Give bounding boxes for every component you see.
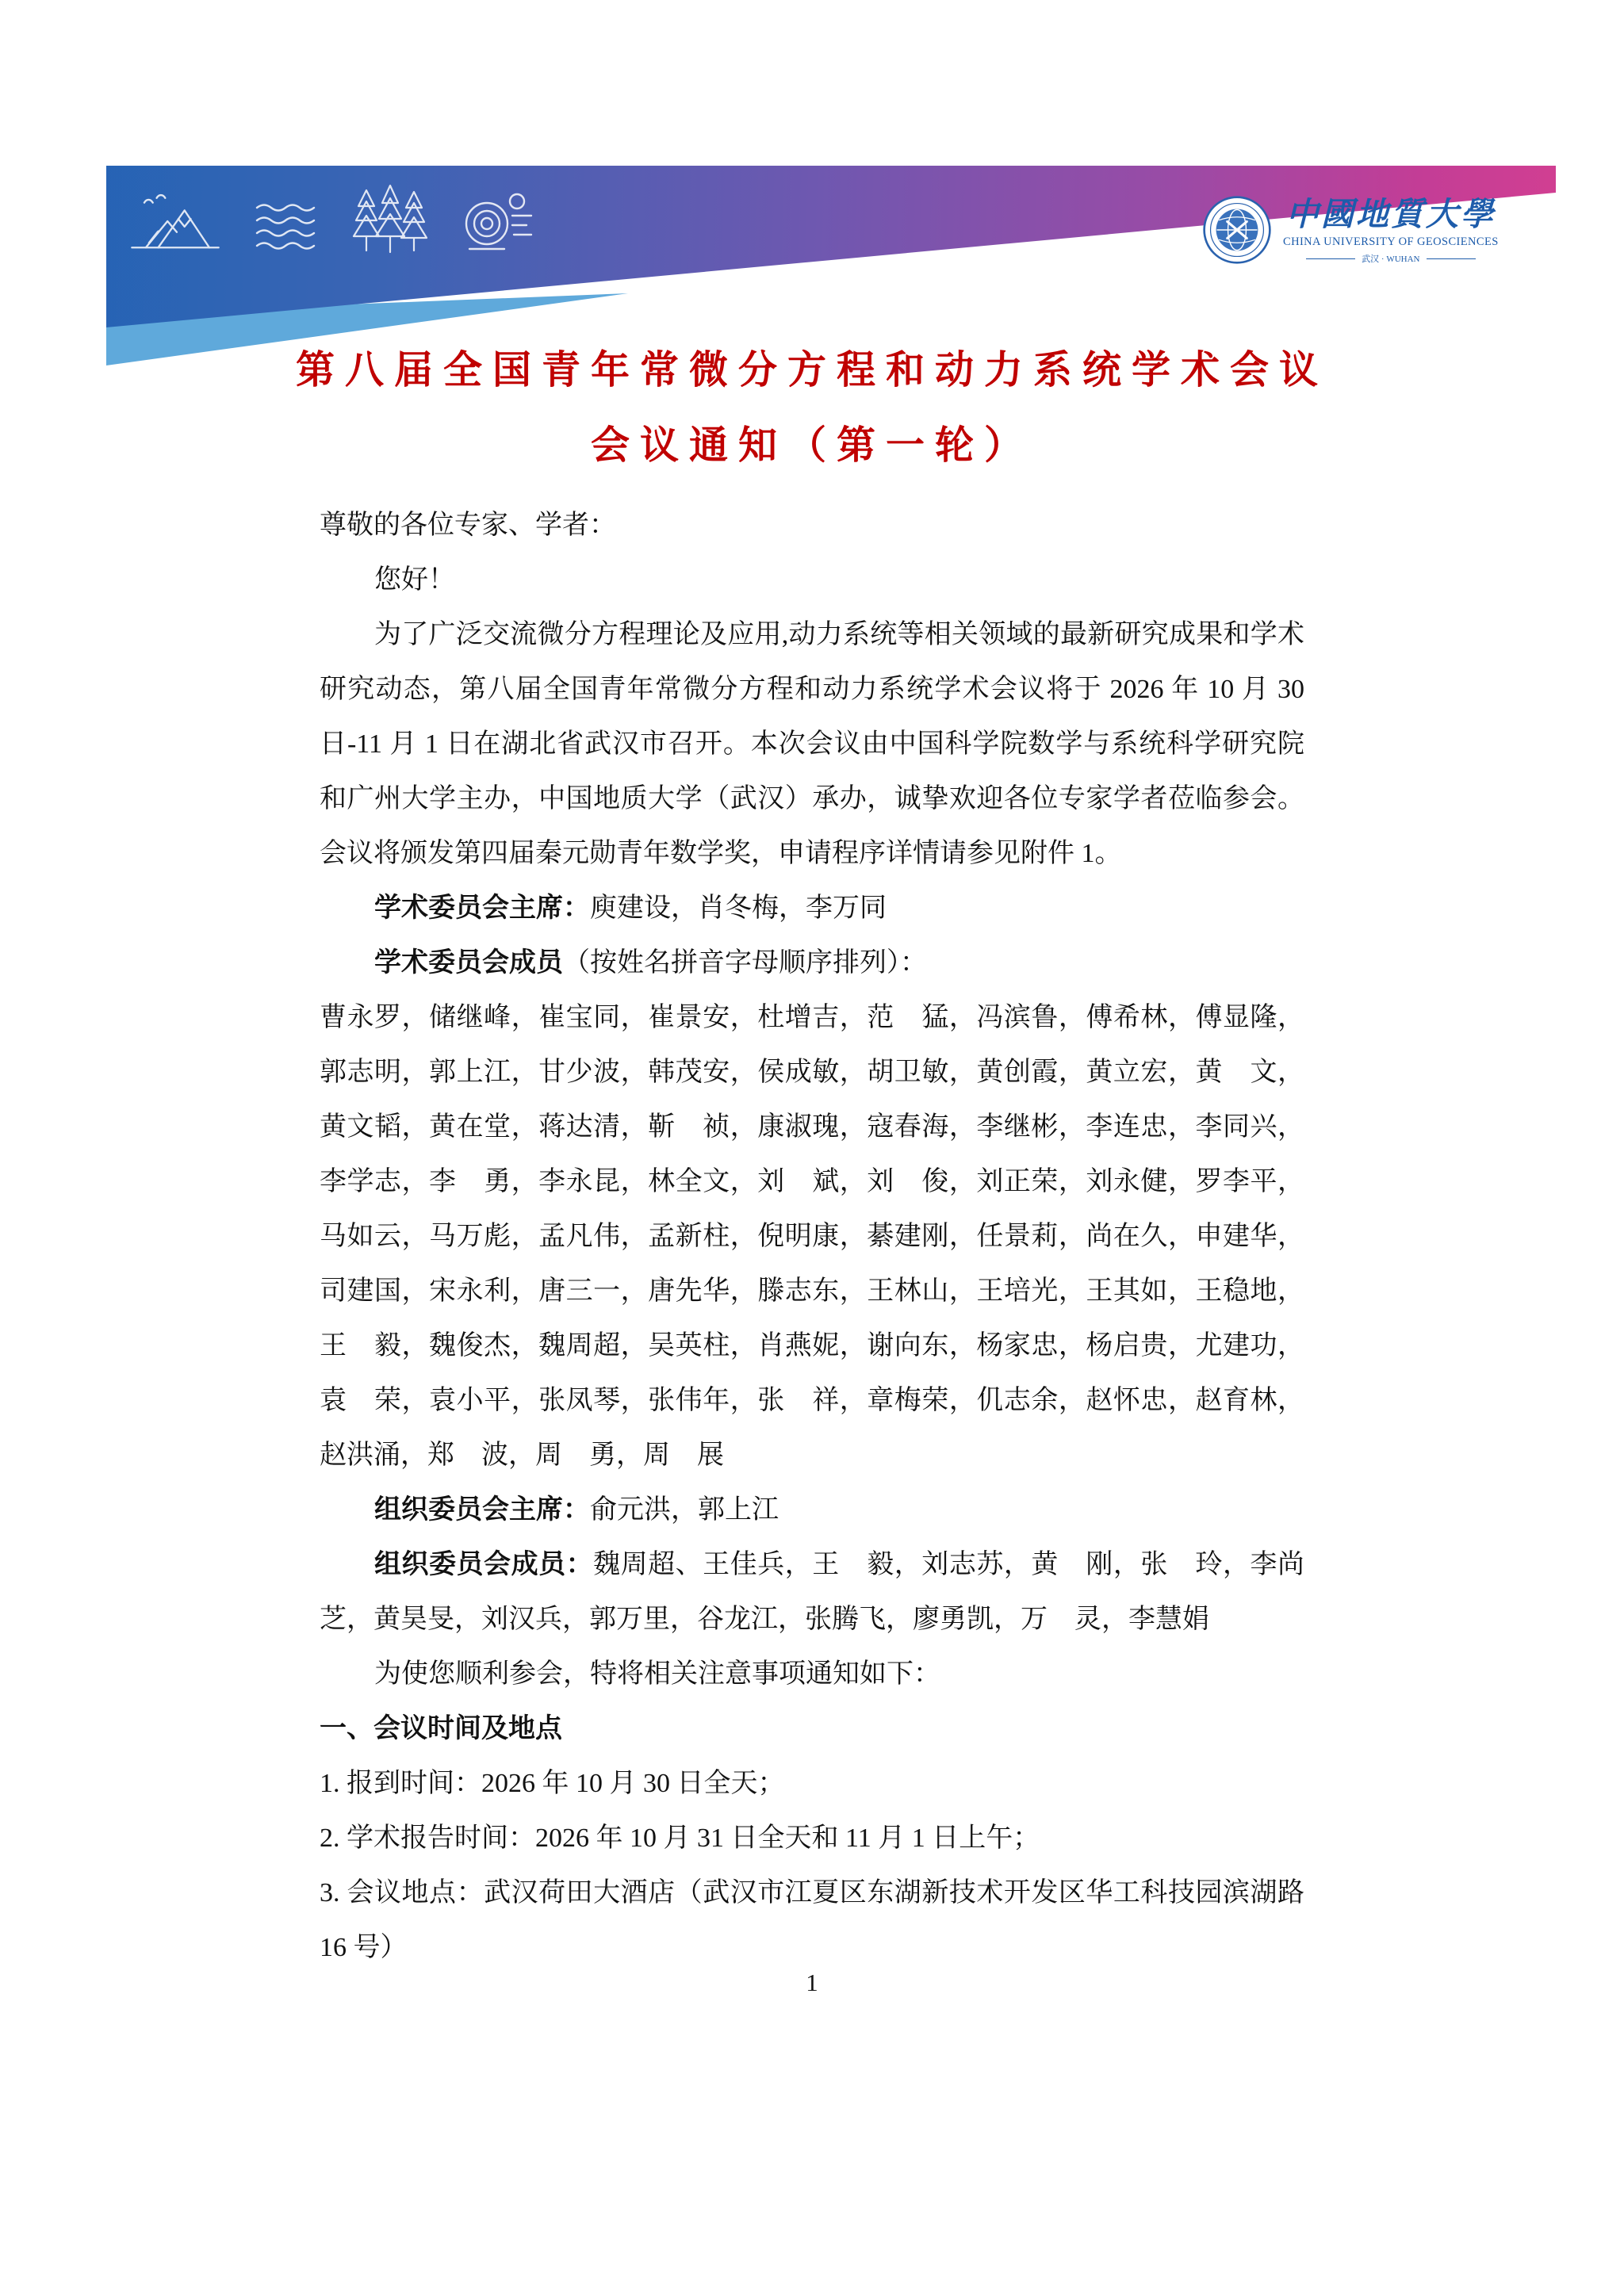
logo-en-name: CHINA UNIVERSITY OF GEOSCIENCES [1283, 235, 1499, 248]
waves-icon [254, 193, 317, 255]
greeting: 您好！ [374, 565, 455, 595]
logo-cn-name: 中國地質大學 [1285, 196, 1496, 232]
mountains-icon [128, 190, 222, 255]
page-number: 1 [806, 1969, 818, 1996]
pine-trees-icon [349, 182, 428, 255]
item-venue: 3. 会议地点：武汉荷田大酒店（武汉市江夏区东湖新技术开发区华工科技园滨湖路 16 号） [320, 1878, 1304, 1962]
notice-line: 为使您顺利参会，特将相关注意事项通知如下： [374, 1659, 940, 1689]
notice-subtitle: 会议通知（第一轮） [590, 424, 1033, 467]
academic-chair-names: 庾建设，肖冬梅，李万同 [590, 894, 887, 923]
conference-title: 第八届全国青年常微分方程和动力系统学术会议 [295, 349, 1328, 392]
item-report-time: 2. 学术报告时间：2026 年 10 月 31 日全天和 11 月 1 日上午； [320, 1823, 1040, 1853]
banner-icon-row [128, 182, 536, 255]
logo-campus: 武汉 · WUHAN [1362, 254, 1420, 264]
academic-chair-label: 学术委员会主席： [374, 893, 590, 923]
section-heading: 一、会议时间及地点 [320, 1713, 562, 1743]
university-emblem-icon [1202, 195, 1272, 269]
university-logo [1202, 195, 1499, 269]
salutation: 尊敬的各位专家、学者： [320, 511, 616, 540]
intro-paragraph: 为了广泛交流微分方程理论及应用,动力系统等相关领域的最新研究成果和学术研究动态，第八届全国青年常微分方程和动力系统学术会议将于 2026 年 10 月 30 日-11 月 1 日在湖北省武汉市召开。本次会议由中国科学院数学与系统科学研究院和广州大学主办，中国地质大学（武汉）承办，诚挚欢迎各位专家学者莅临参会。会议将颁发第四届秦元勋青年数学奖，申请程序详情请参见附件 1。 [320, 620, 1304, 868]
logo-rule-left [1306, 258, 1355, 259]
org-members-line [320, 1537, 1304, 1647]
org-members-list: 魏周超、王佳兵，王 毅，刘志苏，黄 刚，张 玲，李尚芝，黄昊旻，刘汉兵，郭万里，谷龙江，张腾飞，廖勇凯，万 灵，李慧娟 [320, 1550, 1305, 1634]
org-chair-names: 俞元洪，郭上江 [590, 1495, 779, 1525]
academic-members-note: （按姓名拼音字母顺序排列）： [563, 948, 927, 978]
academic-members-heading [320, 936, 1304, 990]
timber-log-icon [460, 190, 536, 255]
item-registration-time: 1. 报到时间：2026 年 10 月 30 日全天； [320, 1769, 785, 1798]
academic-members-list: 曹永罗，储继峰，崔宝同，崔景安，杜增吉，范 猛，冯滨鲁，傅希林，傅显隆，郭志明，郭上江，甘少波，韩茂安，侯成敏，胡卫敏，黄创霞，黄立宏，黄 文，黄文韬，黄在堂，蒋达清，靳 祯，康淑瑰，寇春海，李继彬，李连忠，李同兴，李学志，李 勇，李永昆，林全文，刘 斌，刘 俊，刘正荣，刘永健，罗李平，马如云，马万彪，孟凡伟，孟新柱，倪明康，綦建刚，任景莉，尚在久，申建华，司建国，宋永利，唐三一，唐先华，滕志东，王林山，王培光，王其如，王稳地，王 毅，魏俊杰，魏周超，吴英柱，肖燕妮，谢向东，杨家忠，杨启贵，尤建功，袁 荣，袁小平，张凤琴，张伟年，张 祥，章梅荣，仉志余，赵怀忠，赵育林，赵洪涌，郑 波，周 勇，周 展 [320, 1003, 1304, 1470]
org-chair-line [320, 1483, 1304, 1537]
document-body [320, 498, 1304, 1975]
logo-text-block [1283, 195, 1499, 265]
logo-rule-right [1427, 258, 1476, 259]
logo-campus-line [1306, 252, 1475, 265]
academic-members-label: 学术委员会成员 [374, 947, 563, 978]
org-members-label: 组织委员会成员： [374, 1549, 594, 1579]
academic-chair-line [320, 881, 1304, 936]
org-chair-label: 组织委员会主席： [374, 1494, 590, 1525]
